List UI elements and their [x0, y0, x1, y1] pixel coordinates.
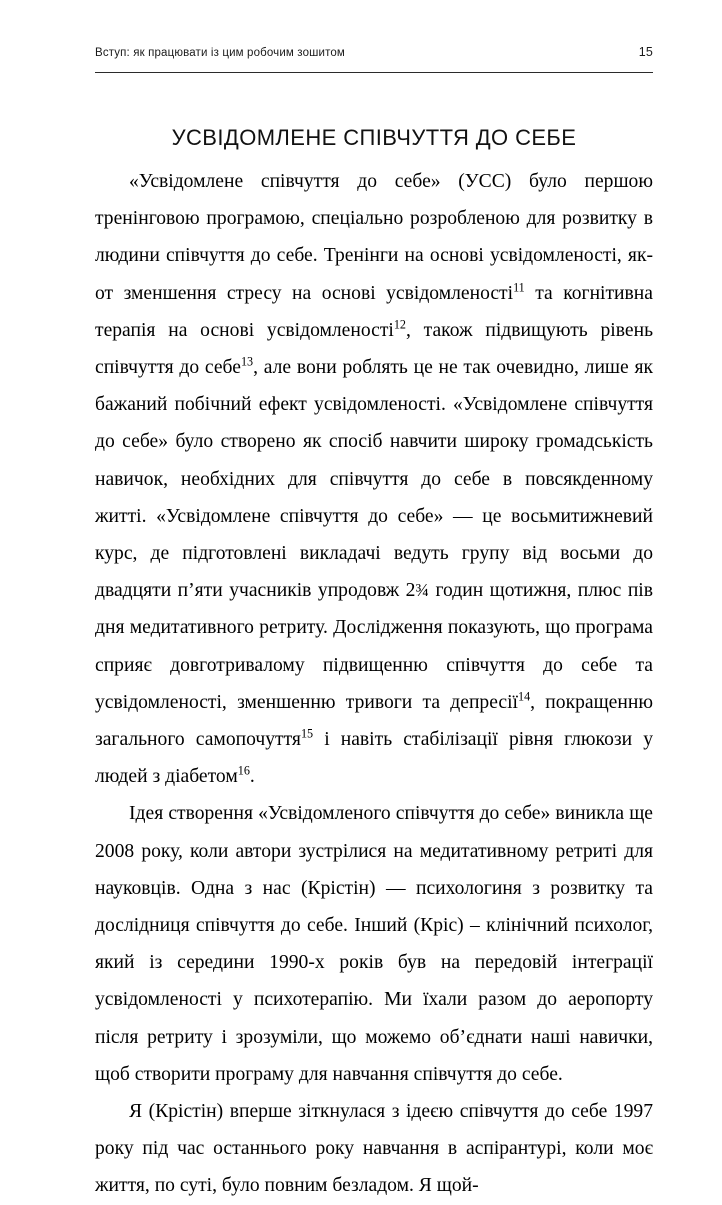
running-head — [95, 44, 653, 61]
paragraph-2 — [95, 795, 653, 1093]
fraction-three-quarters: ¾ — [415, 580, 429, 601]
paragraph-3 — [95, 1093, 653, 1205]
paragraph-3-text: Я (Крістін) вперше зіткнулася з ідеєю співчуття до себе 1997 року під час останнього року навчання в аспірантурі, коли моє життя, по суті, було повним безладом. Я щой- — [95, 1101, 653, 1197]
header-divider — [95, 72, 653, 73]
footnote-marker-16: 16 — [237, 763, 250, 778]
footnote-marker-14: 14 — [518, 689, 531, 704]
footnote-marker-15: 15 — [300, 726, 314, 741]
paragraph-1-text: «Усвідомлене співчуття до себе» (УСС) було першою тренінговою програмою, спеціально розробленою для розвитку в людини співчуття до себе. Тренінги на основі усвідомленості, як-от зменшення стресу на основі усвідомленості$^{11}$ та когнітивна терапія на основі усвідомленості$^{12}$, також підвищують рівень співчуття до себе$^{13}$, але вони роблять це не так очевидно, лише як бажаний побічний ефект усвідомленості. «Усвідомлене співчуття до себе» було створено як спосіб навчити широку громадськість навичок, необхідних для співчуття до себе в повсякденному житті. «Усвідомлене співчуття до себе» — це восьмитижневий курс, де підготовлені викладачі ведуть групу від восьми до двадцяти п’яти учасників упродовж 2¾ годин щотижня, плюс пів дня медитативного ретриту. Дослідження показують, що програма сприяє довготривалому підвищенню співчуття до себе та усвідомленості, зменшенню тривоги та депресії$^{14}$, покращенню загального самопочуття$^{15}$ і навіть стабілізації рівня глюкози у людей з діабетом$^{16}$. — [95, 171, 654, 788]
footnote-marker-12: 12 — [393, 317, 406, 332]
body-text-column — [95, 163, 653, 1205]
footnote-marker-13: 13 — [240, 354, 254, 369]
footnote-marker-11: 11 — [513, 280, 525, 295]
paragraph-1 — [95, 163, 653, 795]
paragraph-2-text: Ідея створення «Усвідомленого співчуття до себе» виникла ще 2008 року, коли автори зустрілися на медитативному ретриті для науковців. Одна з нас (Крістін) — психологиня з розвитку та дослідниця співчуття до себе. Інший (Кріс) – клінічний психолог, який із середини 1990-х років був на передовій інтеграції усвідомленості у психотерапію. Ми їхали разом до аеропорту після ретриту і зрозуміли, що можемо об’єднати наші навички, щоб створити програму для навчання співчуття до себе. — [95, 803, 653, 1085]
page-number: 15 — [638, 45, 653, 59]
running-head-title: Вступ: як працювати із цим робочим зошитом — [95, 47, 345, 59]
page-title: УСВІДОМЛЕНЕ СПІВЧУТТЯ ДО СЕБЕ — [171, 124, 577, 150]
